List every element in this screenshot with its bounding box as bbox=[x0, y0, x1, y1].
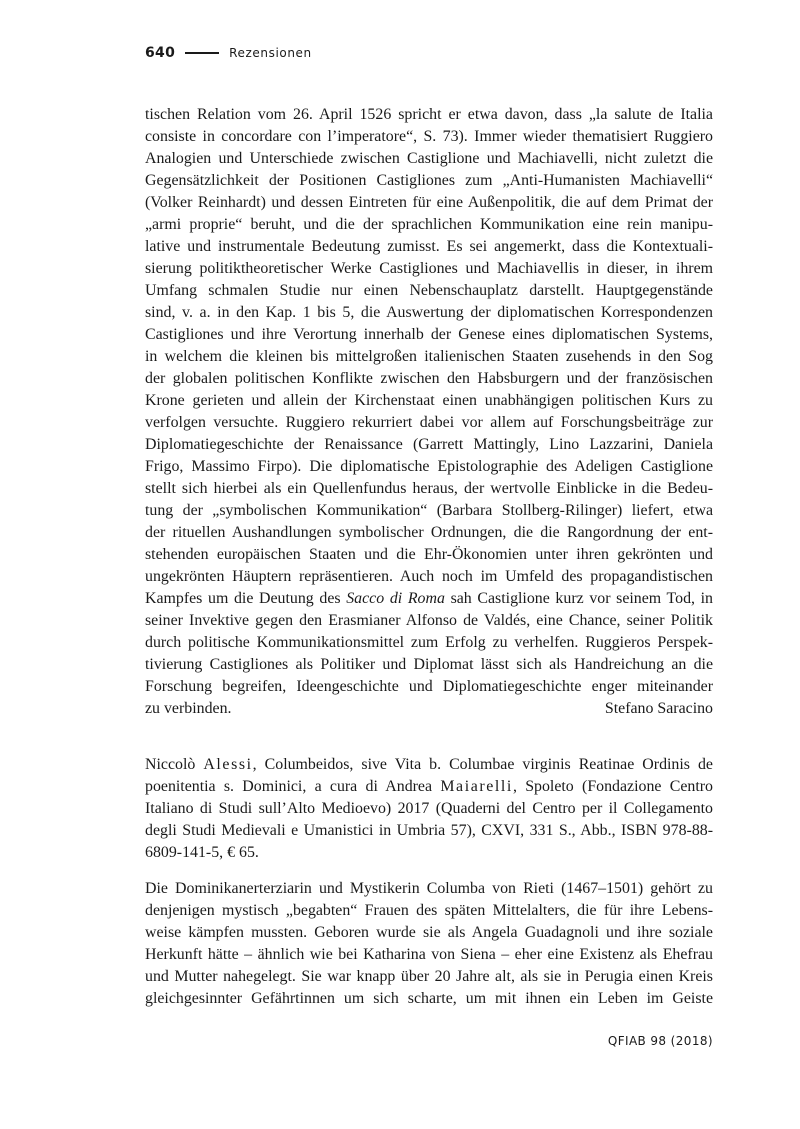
text-line: Castigliones und ihre Verortung innerhalb der Genese eines diplomatischen Systems, bbox=[145, 326, 713, 343]
book-citation bbox=[145, 754, 713, 864]
text-line: lative und instrumentale Bedeutung zumisst. Es sei angemerkt, dass die Kontextuali- bbox=[145, 238, 713, 255]
text-line: „armi proprie“ beruht, und die der sprachlichen Kommunikation eine rein manipu- bbox=[145, 216, 713, 233]
page-number: 640 bbox=[145, 45, 176, 61]
text-line: consiste in concordare con l’imperatore“, S. 73). Immer wieder thematisiert Ruggiero bbox=[145, 128, 713, 145]
text-line: stehenden europäischen Staaten und die Ehr-Ökonomien unter ihren gekrönten und bbox=[145, 546, 713, 563]
text-line: ungekrönten Häuptern repräsentieren. Auch noch im Umfeld des propagandistischen bbox=[145, 568, 713, 585]
text-line: Umfang schmalen Studie nur einen Nebenschauplatz darstellt. Hauptgegenstände bbox=[145, 282, 713, 299]
text-line: der rituellen Aushandlungen symbolischer Ordnungen, die die Rangordnung der ent- bbox=[145, 524, 713, 541]
text-fragment: poenitentia s. Dominici, a cura di Andrea bbox=[145, 778, 441, 795]
text-line bbox=[145, 588, 713, 610]
citation-line bbox=[145, 776, 713, 798]
text-fragment: , Spoleto (Fondazione Centro bbox=[512, 778, 713, 795]
running-head: Rezensionen bbox=[229, 46, 312, 60]
text-line-last: zu verbinden. bbox=[145, 700, 232, 717]
text-line: sierung politiktheoretischer Werke Castigliones und Machiavellis in dieser, in ihrem bbox=[145, 260, 713, 277]
editor-surname: Maiarelli bbox=[440, 778, 513, 795]
text-line: Krone gerieten und allein der Kirchenstaat einen unabhängigen politischen Kurs zu bbox=[145, 392, 713, 409]
text-line: Analogien und Unterschiede zwischen Castiglione und Machiavelli, nicht zuletzt die bbox=[145, 150, 713, 167]
review-text-2 bbox=[145, 878, 713, 1010]
text-line: tischen Relation vom 26. April 1526 spricht er etwa davon, dass „la salute de Italia bbox=[145, 106, 713, 123]
citation-line: 6809-141-5, € 65. bbox=[145, 844, 259, 861]
text-line: in welchem die kleinen bis mittelgroßen italienischen Staaten zusehends in den Sog bbox=[145, 348, 713, 365]
italic-term: Sacco di Roma bbox=[346, 590, 445, 607]
citation-line: degli Studi Medievali e Umanistici in Umbria 57), CXVI, 331 S., Abb., ISBN 978-88- bbox=[145, 822, 713, 839]
text-line: Forschung begreifen, Ideengeschichte und Diplomatiegeschichte enger miteinander bbox=[145, 678, 713, 695]
citation-line bbox=[145, 754, 713, 776]
text-line: Herkunft hätte – ähnlich wie bei Katharina von Siena – eher eine Existenz als Ehefrau bbox=[145, 946, 713, 963]
running-header bbox=[145, 42, 312, 64]
text-fragment: Kampfes um die Deutung des bbox=[145, 590, 347, 607]
text-line: Die Dominikanerterziarin und Mystikerin Columba von Rieti (1467–1501) gehört zu bbox=[145, 880, 713, 897]
header-rule bbox=[185, 52, 219, 54]
author-first-name: Niccolò bbox=[145, 756, 204, 773]
text-line: und Mutter nahegelegt. Sie war knapp über 20 Jahre alt, als sie in Perugia einen Kreis bbox=[145, 968, 713, 985]
text-line: durch politische Kommunikationsmittel zum Erfolg zu verhelfen. Ruggieros Perspek- bbox=[145, 634, 713, 651]
reviewer-name: Stefano Saracino bbox=[604, 700, 713, 717]
text-line: sind, v. a. in den Kap. 1 bis 5, die Auswertung der diplomatischen Korrespondenzen bbox=[145, 304, 713, 321]
journal-footer: QFIAB 98 (2018) bbox=[607, 1034, 713, 1048]
text-line: tivierung Castigliones als Politiker und Diplomat lässt sich als Handreichung an die bbox=[145, 656, 713, 673]
text-fragment: sah Castiglione kurz vor seinem Tod, in bbox=[444, 590, 713, 607]
text-line: gleichgesinnter Gefährtinnen um sich scharte, um mit ihnen ein Leben im Geiste bbox=[145, 990, 713, 1007]
text-line: seiner Invektive gegen den Erasmianer Alfonso de Valdés, eine Chance, seiner Politik bbox=[145, 612, 713, 629]
text-line: Frigo, Massimo Firpo). Die diplomatische Epistolographie des Adeligen Castiglione bbox=[145, 458, 713, 475]
text-line: tung der „symbolischen Kommunikation“ (Barbara Stollberg-Rilinger) liefert, etwa bbox=[145, 502, 713, 519]
text-line: denjenigen mystisch „begabten“ Frauen des späten Mittelalters, die für ihre Lebens- bbox=[145, 902, 713, 919]
review-text bbox=[145, 104, 713, 720]
text-line: verfolgen versuchte. Ruggiero rekurriert dabei vor allem auf Forschungsbeiträge zur bbox=[145, 414, 713, 431]
text-line: der globalen politischen Konflikte zwischen den Habsburgern und der französischen bbox=[145, 370, 713, 387]
citation-line: Italiano di Studi sull’Alto Medioevo) 2017 (Quaderni del Centro per il Collegamento bbox=[145, 800, 713, 817]
text-line: Diplomatiegeschichte der Renaissance (Garrett Mattingly, Lino Lazzarini, Daniela bbox=[145, 436, 713, 453]
text-line: stellt sich hierbei als ein Quellenfundus heraus, der wertvolle Einblicke in die Bedeu- bbox=[145, 480, 713, 497]
closing-line bbox=[145, 698, 713, 720]
text-fragment: , Columbeidos, sive Vita b. Columbae virginis Reatinae Ordinis de bbox=[252, 756, 713, 773]
text-line: Gegensätzlichkeit der Positionen Castigliones zum „Anti-Humanisten Machiavelli“ bbox=[145, 172, 713, 189]
text-line: weise kämpfen mussten. Geboren wurde sie als Angela Guadagnoli und ihre soziale bbox=[145, 924, 713, 941]
text-line: (Volker Reinhardt) und dessen Eintreten für eine Außenpolitik, die auf dem Primat der bbox=[145, 194, 713, 211]
author-surname: Alessi bbox=[203, 756, 253, 773]
